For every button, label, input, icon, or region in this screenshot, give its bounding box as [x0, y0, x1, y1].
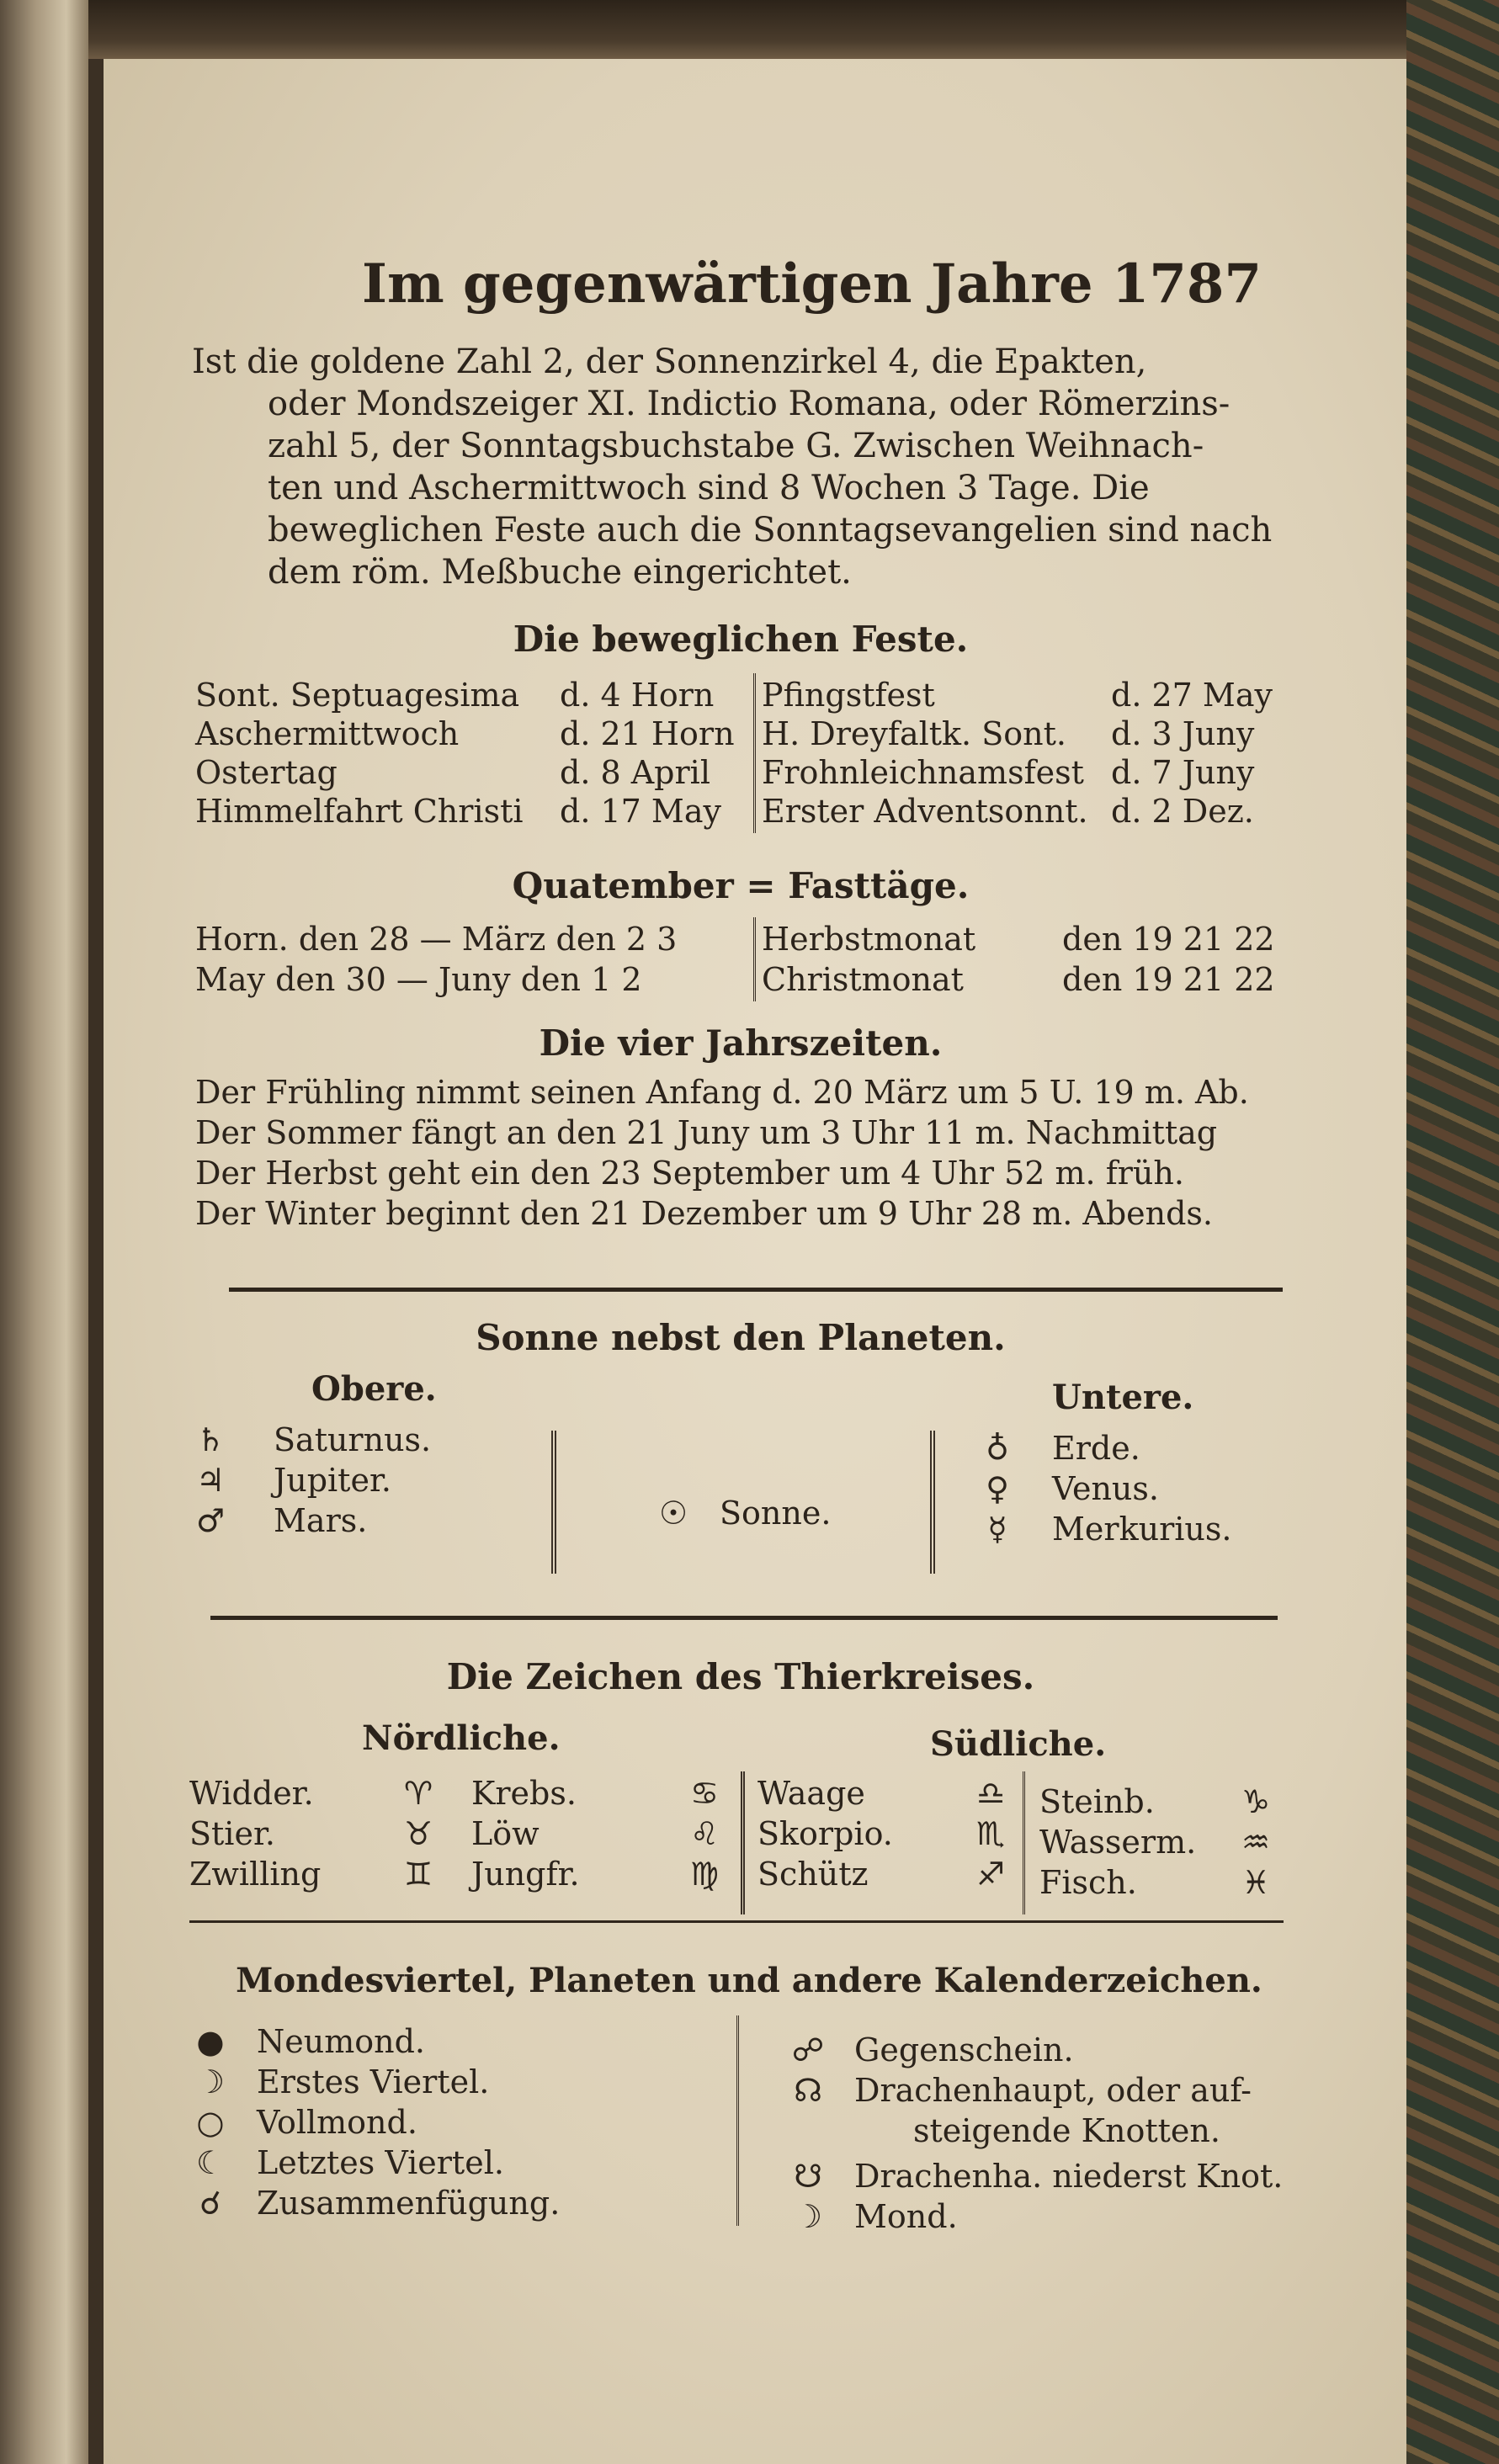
- calendar-sign: [779, 2031, 1074, 2069]
- column-divider: [1023, 1771, 1025, 1914]
- saturn-icon: ♄: [195, 1421, 226, 1458]
- new-moon-icon: ●: [196, 2023, 225, 2060]
- feast-name: Sont. Septuagesima: [195, 677, 520, 714]
- lower-planets-label: Untere.: [1052, 1378, 1194, 1417]
- conjunction-icon: ☌: [199, 2185, 221, 2222]
- feasts-heading: Die beweglichen Feste.: [513, 619, 969, 660]
- sagittarius-icon: ♐: [976, 1856, 1006, 1893]
- sun-icon: ☉: [658, 1495, 688, 1532]
- aquarius-icon: ♒: [1241, 1824, 1271, 1861]
- sign-name: Gegenschein.: [854, 2031, 1074, 2068]
- feast-date: d. 8 April: [560, 754, 710, 791]
- season-line: Der Winter beginnt den 21 Dezember um 9 Uhr 28 m. Abends.: [195, 1195, 1214, 1232]
- sign-name: Vollmond.: [257, 2104, 417, 2141]
- column-divider: [753, 917, 756, 1001]
- calendar-sign: [181, 2022, 425, 2061]
- planet-name: Jupiter.: [274, 1462, 392, 1499]
- column-divider: [736, 2015, 739, 2226]
- mercury-icon: ☿: [987, 1511, 1007, 1548]
- calendar-sign: [181, 2103, 417, 2142]
- full-moon-icon: ○: [196, 2104, 225, 2141]
- venus-icon: ♀: [986, 1470, 1009, 1507]
- feast-date: d. 2 Dez.: [1111, 793, 1254, 830]
- earth-icon: ♁: [986, 1430, 1009, 1467]
- feast-name: H. Dreyfaltk. Sont.: [762, 715, 1066, 752]
- libra-icon: ♎: [976, 1775, 1006, 1812]
- zodiac-sign-name: Stier.: [189, 1815, 276, 1852]
- calendar-sign: [779, 2157, 1283, 2196]
- planets-heading: Sonne nebst den Planeten.: [476, 1317, 1006, 1358]
- season-line: Der Frühling nimmt seinen Anfang d. 20 März um 5 U. 19 m. Ab.: [195, 1074, 1249, 1111]
- first-quarter-icon: ☽: [195, 2063, 226, 2100]
- column-divider: [930, 1431, 935, 1574]
- descending-node-icon: ☋: [794, 2158, 822, 2195]
- season-line: Der Herbst geht ein den 23 September um 4 Uhr 52 m. früh.: [195, 1155, 1184, 1192]
- quatember-dates: May den 30 — Juny den 1 2: [195, 961, 642, 998]
- zodiac-sign-name: Zwilling: [189, 1856, 322, 1893]
- sun: [644, 1494, 831, 1532]
- upper-planets-label: Obere.: [311, 1369, 437, 1409]
- zodiac-heading: Die Zeichen des Thierkreises.: [446, 1656, 1035, 1697]
- intro-line: Ist die goldene Zahl 2, der Sonnenzirkel 4, die Epakten,: [192, 343, 1147, 381]
- taurus-icon: ♉: [404, 1815, 433, 1852]
- calendar-sign: [181, 2184, 560, 2222]
- quatember-heading: Quatember = Fasttäge.: [512, 865, 970, 906]
- feast-date: d. 3 Juny: [1111, 715, 1255, 752]
- north-signs-label: Nördliche.: [362, 1718, 561, 1758]
- quatember-month: Herbstmonat: [762, 921, 976, 958]
- aries-icon: ♈: [404, 1775, 433, 1812]
- virgo-icon: ♍: [690, 1856, 720, 1893]
- section-rule: [229, 1288, 1283, 1292]
- book-cover-top: [88, 0, 1499, 59]
- feast-date: d. 17 May: [560, 793, 721, 830]
- upper-planet: [181, 1501, 367, 1540]
- opposition-icon: ☍: [791, 2031, 825, 2068]
- page-title: Im gegenwärtigen Jahre 1787: [362, 252, 1262, 316]
- feast-name: Pfingstfest: [762, 677, 935, 714]
- marbled-cover-edge: [1406, 0, 1499, 2464]
- feast-name: Frohnleichnamsfest: [762, 754, 1084, 791]
- section-rule: [189, 1920, 1284, 1923]
- book-binding: [88, 0, 104, 2464]
- zodiac-sign-name: Fisch.: [1039, 1864, 1137, 1901]
- feast-date: d. 27 May: [1111, 677, 1273, 714]
- sign-name: Drachenha. niederst Knot.: [854, 2158, 1284, 2195]
- intro-line: beweglichen Feste auch die Sonntagsevangelien sind nach: [268, 511, 1273, 550]
- quatember-month: Christmonat: [762, 961, 964, 998]
- mars-icon: ♂: [195, 1502, 226, 1539]
- intro-line: oder Mondszeiger XI. Indictio Romana, oder Römerzins-: [268, 385, 1231, 423]
- sign-name: Zusammenfügung.: [257, 2185, 561, 2222]
- column-divider: [753, 673, 756, 833]
- upper-planet: [181, 1421, 431, 1459]
- season-line: Der Sommer fängt an den 21 Juny um 3 Uhr 11 m. Nachmittag: [195, 1114, 1218, 1151]
- intro-line: zahl 5, der Sonntagsbuchstabe G. Zwischen Weihnach-: [268, 427, 1204, 465]
- scorpio-icon: ♏: [976, 1815, 1006, 1852]
- jupiter-icon: ♃: [195, 1462, 226, 1499]
- calendar-sign: [779, 2197, 958, 2236]
- sign-name: Letztes Viertel.: [257, 2144, 504, 2181]
- sign-name: steigende Knotten.: [913, 2112, 1220, 2149]
- zodiac-sign-name: Löw: [471, 1815, 540, 1852]
- ascending-node-icon: ☊: [794, 2072, 822, 2109]
- feast-date: d. 7 Juny: [1111, 754, 1255, 791]
- left-page-edge: [0, 0, 88, 2464]
- lower-planet: [968, 1510, 1231, 1548]
- calendar-sign: [779, 2111, 1220, 2150]
- sun-name: Sonne.: [720, 1495, 832, 1532]
- quatember-days: den 19 21 22: [1062, 961, 1275, 998]
- upper-planet: [181, 1461, 391, 1500]
- planet-name: Mars.: [274, 1502, 368, 1539]
- capricorn-icon: ♑: [1241, 1783, 1271, 1820]
- seasons-heading: Die vier Jahrszeiten.: [539, 1022, 943, 1064]
- intro-line: dem röm. Meßbuche eingerichtet.: [268, 553, 852, 592]
- zodiac-sign-name: Jungfr.: [471, 1856, 580, 1893]
- sign-name: Neumond.: [257, 2023, 426, 2060]
- sign-name: Erstes Viertel.: [257, 2063, 490, 2100]
- calendar-sign: [181, 2143, 504, 2182]
- intro-line: ten und Aschermittwoch sind 8 Wochen 3 Tage. Die: [268, 469, 1150, 507]
- sign-name: Mond.: [854, 2198, 958, 2235]
- planet-name: Erde.: [1052, 1430, 1140, 1467]
- lower-planet: [968, 1429, 1140, 1468]
- feast-name: Erster Adventsonnt.: [762, 793, 1088, 830]
- calendar-sign: [779, 2071, 1252, 2110]
- planet-name: Saturnus.: [274, 1421, 432, 1458]
- zodiac-sign-name: Krebs.: [471, 1775, 577, 1812]
- calendar-signs-heading: Mondesviertel, Planeten und andere Kalenderzeichen.: [236, 1961, 1262, 2000]
- quatember-dates: Horn. den 28 — März den 2 3: [195, 921, 678, 958]
- feast-name: Ostertag: [195, 754, 338, 791]
- last-quarter-icon: ☾: [195, 2144, 226, 2181]
- column-divider: [741, 1771, 745, 1914]
- south-signs-label: Südliche.: [930, 1724, 1107, 1764]
- calendar-sign: [181, 2063, 489, 2101]
- feast-name: Himmelfahrt Christi: [195, 793, 524, 830]
- planet-name: Merkurius.: [1052, 1511, 1232, 1548]
- cancer-icon: ♋: [690, 1775, 720, 1812]
- leo-icon: ♌: [690, 1815, 720, 1852]
- lower-planet: [968, 1469, 1159, 1508]
- gemini-icon: ♊: [404, 1856, 433, 1893]
- zodiac-sign-name: Wasserm.: [1039, 1824, 1197, 1861]
- section-rule: [210, 1616, 1278, 1620]
- column-divider: [551, 1431, 556, 1574]
- feast-date: d. 4 Horn: [560, 677, 715, 714]
- sign-name: Drachenhaupt, oder auf-: [854, 2072, 1252, 2109]
- moon-icon: ☽: [793, 2198, 823, 2235]
- pisces-icon: ♓: [1241, 1864, 1271, 1901]
- zodiac-sign-name: Waage: [757, 1775, 865, 1812]
- zodiac-sign-name: Steinb.: [1039, 1783, 1155, 1820]
- planet-name: Venus.: [1052, 1470, 1159, 1507]
- zodiac-sign-name: Schütz: [757, 1856, 869, 1893]
- feast-name: Aschermittwoch: [195, 715, 460, 752]
- quatember-days: den 19 21 22: [1062, 921, 1275, 958]
- feast-date: d. 21 Horn: [560, 715, 735, 752]
- zodiac-sign-name: Widder.: [189, 1775, 314, 1812]
- zodiac-sign-name: Skorpio.: [757, 1815, 893, 1852]
